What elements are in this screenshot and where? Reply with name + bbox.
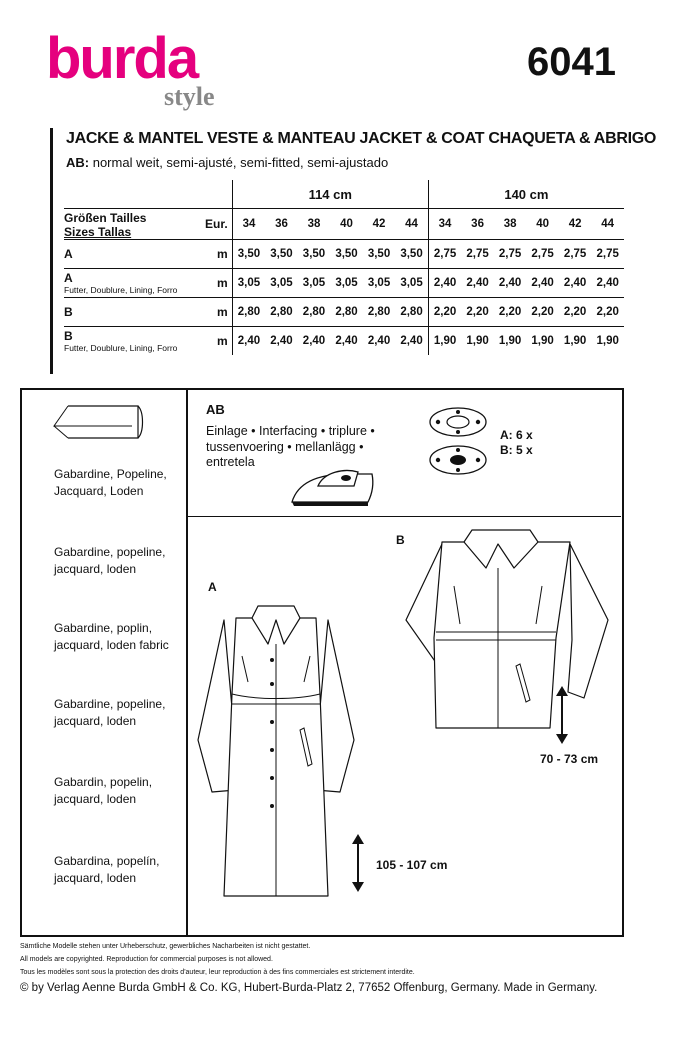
- snap-fastener-icon: [428, 404, 488, 480]
- yardage-cell: 3,50: [232, 240, 265, 269]
- yardage-cell: 2,40: [526, 269, 559, 298]
- fit-description: [66, 155, 388, 170]
- row-label: [64, 327, 198, 356]
- width-114-header: 114 cm: [232, 180, 428, 209]
- row-label: [64, 269, 198, 298]
- yardage-cell: 2,20: [428, 298, 461, 327]
- view-b-label: B: [396, 533, 405, 547]
- table-row: [64, 298, 624, 327]
- copyright-fr: Tous les modèles sont sous la protection des droits d'auteur, leur reproduction à des fins commerciales est strictement interdite.: [20, 969, 415, 976]
- length-arrow-a: [350, 834, 366, 892]
- fabric-de: Gabardine, Popeline, Jacquard, Loden: [54, 467, 167, 498]
- copyright-de: Sämtliche Modelle stehen unter Urheberschutz, gewerbliches Nacharbeiten ist nicht gestattet.: [20, 943, 311, 950]
- yardage-cell: 3,50: [395, 240, 428, 269]
- fabric-es: Gabardina, popelín, jacquard, loden: [54, 854, 160, 885]
- size-header: 40: [330, 209, 363, 240]
- yardage-cell: 2,80: [330, 298, 363, 327]
- yardage-cell: 1,90: [559, 327, 592, 356]
- size-label-de-fr: Größen Tailles: [64, 211, 147, 225]
- interfacing-text: Einlage • Interfacing • triplure • tussenvoering • mellanlägg • entretela: [206, 424, 375, 469]
- yardage-cell: 3,05: [363, 269, 396, 298]
- row-view: B: [64, 305, 73, 319]
- yardage-cell: 2,40: [428, 269, 461, 298]
- row-note: Futter, Doublure, Lining, Forro: [64, 285, 178, 295]
- yardage-cell: 2,75: [461, 240, 494, 269]
- yardage-cell: 2,40: [395, 327, 428, 356]
- size-header: 44: [591, 209, 624, 240]
- yardage-cell: 2,40: [461, 269, 494, 298]
- yardage-cell: 2,75: [494, 240, 527, 269]
- fabric-roll-icon: [48, 398, 148, 444]
- yardage-cell: 2,40: [363, 327, 396, 356]
- fit-views: AB:: [66, 155, 90, 170]
- yardage-cell: 2,20: [559, 298, 592, 327]
- yardage-cell: 2,80: [298, 298, 331, 327]
- title-rule: [50, 128, 53, 374]
- yardage-cell: 2,20: [591, 298, 624, 327]
- length-a: 105 - 107 cm: [376, 858, 448, 872]
- yardage-cell: 2,20: [526, 298, 559, 327]
- yardage-cell: 3,50: [363, 240, 396, 269]
- yardage-cell: 2,80: [363, 298, 396, 327]
- row-unit: m: [198, 298, 232, 327]
- yardage-cell: 2,20: [461, 298, 494, 327]
- row-unit: m: [198, 240, 232, 269]
- yardage-cell: 2,80: [232, 298, 265, 327]
- yardage-cell: 2,75: [526, 240, 559, 269]
- row-label: [64, 298, 198, 327]
- yardage-cell: 2,80: [265, 298, 298, 327]
- snap-count: [500, 428, 533, 458]
- view-a-label: A: [208, 580, 217, 594]
- size-header: 42: [559, 209, 592, 240]
- copyright-en: All models are copyrighted. Reproduction for commercial purposes is not allowed.: [20, 956, 273, 963]
- yardage-cell: 3,05: [265, 269, 298, 298]
- fit-text: normal weit, semi-ajusté, semi-fitted, semi-ajustado: [89, 155, 389, 170]
- width-140-header: 140 cm: [504, 186, 549, 202]
- size-header: 36: [461, 209, 494, 240]
- yardage-cell: 1,90: [526, 327, 559, 356]
- fabric-nl: Gabardine, popeline, jacquard, loden: [54, 697, 166, 728]
- yardage-cell: 2,40: [591, 269, 624, 298]
- page-title: JACKE & MANTEL VESTE & MANTEAU JACKET & COAT CHAQUETA & ABRIGO: [66, 130, 657, 147]
- yardage-cell: 1,90: [428, 327, 461, 356]
- row-unit: m: [198, 269, 232, 298]
- yardage-cell: 2,40: [330, 327, 363, 356]
- row-unit: m: [198, 327, 232, 356]
- table-row: [64, 240, 624, 269]
- fabric-sv: Gabardin, popelin, jacquard, loden: [54, 775, 153, 806]
- yardage-cell: 2,40: [298, 327, 331, 356]
- length-b: 70 - 73 cm: [540, 752, 599, 766]
- size-label-en-es: Sizes Tallas: [64, 225, 132, 239]
- size-header: 38: [298, 209, 331, 240]
- copyright-footer: [20, 940, 597, 995]
- yardage-cell: 2,80: [395, 298, 428, 327]
- yardage-cell: 1,90: [494, 327, 527, 356]
- size-header: 42: [363, 209, 396, 240]
- yardage-cell: 3,05: [330, 269, 363, 298]
- size-header: 34: [428, 209, 461, 240]
- yardage-cell: 2,40: [265, 327, 298, 356]
- yardage-cell: 3,05: [395, 269, 428, 298]
- panel-divider: [186, 388, 188, 935]
- size-header: 34: [232, 209, 265, 240]
- yardage-cell: 2,40: [559, 269, 592, 298]
- yardage-table: [64, 180, 624, 355]
- fabric-fr: Gabardine, popeline, jacquard, loden: [54, 545, 166, 576]
- yardage-cell: 2,75: [591, 240, 624, 269]
- yardage-cell: 3,05: [232, 269, 265, 298]
- size-header: 44: [395, 209, 428, 240]
- snap-count-a: A: 6 x: [500, 428, 533, 442]
- row-view: B: [64, 329, 73, 343]
- yardage-cell: 2,20: [494, 298, 527, 327]
- pattern-number: 6041: [527, 40, 616, 84]
- size-header: 40: [526, 209, 559, 240]
- notions-divider: [187, 516, 621, 517]
- coat-view-a-drawing: [196, 600, 356, 900]
- yardage-cell: 1,90: [461, 327, 494, 356]
- notions-views-label: AB: [206, 402, 225, 417]
- logo-burda-text: burda: [46, 26, 198, 91]
- publisher-copyright: © by Verlag Aenne Burda GmbH & Co. KG, Hubert-Burda-Platz 2, 77652 Offenburg, Germany. Made in Germany.: [20, 982, 598, 994]
- size-header: 38: [494, 209, 527, 240]
- yardage-cell: 3,50: [298, 240, 331, 269]
- logo-style-text: style: [164, 82, 215, 111]
- yardage-cell: 3,05: [298, 269, 331, 298]
- snap-count-b: B: 5 x: [500, 443, 533, 457]
- yardage-cell: 2,75: [428, 240, 461, 269]
- table-row: [64, 269, 624, 298]
- jacket-view-b-drawing: [402, 528, 612, 738]
- yardage-cell: 2,40: [494, 269, 527, 298]
- table-row: [64, 327, 624, 356]
- row-note: Futter, Doublure, Lining, Forro: [64, 343, 178, 353]
- length-arrow-b: [554, 686, 570, 744]
- size-header: 36: [265, 209, 298, 240]
- yardage-cell: 2,40: [232, 327, 265, 356]
- iron-icon: [288, 462, 378, 510]
- burda-style-logo: [46, 26, 215, 111]
- row-view: A: [64, 247, 73, 261]
- yardage-cell: 3,50: [265, 240, 298, 269]
- row-label: [64, 240, 198, 269]
- yardage-cell: 3,50: [330, 240, 363, 269]
- row-view: A: [64, 271, 73, 285]
- fabric-en: Gabardine, poplin, jacquard, loden fabric: [54, 621, 169, 652]
- yardage-cell: 1,90: [591, 327, 624, 356]
- yardage-cell: 2,75: [559, 240, 592, 269]
- size-system: Eur.: [198, 209, 232, 240]
